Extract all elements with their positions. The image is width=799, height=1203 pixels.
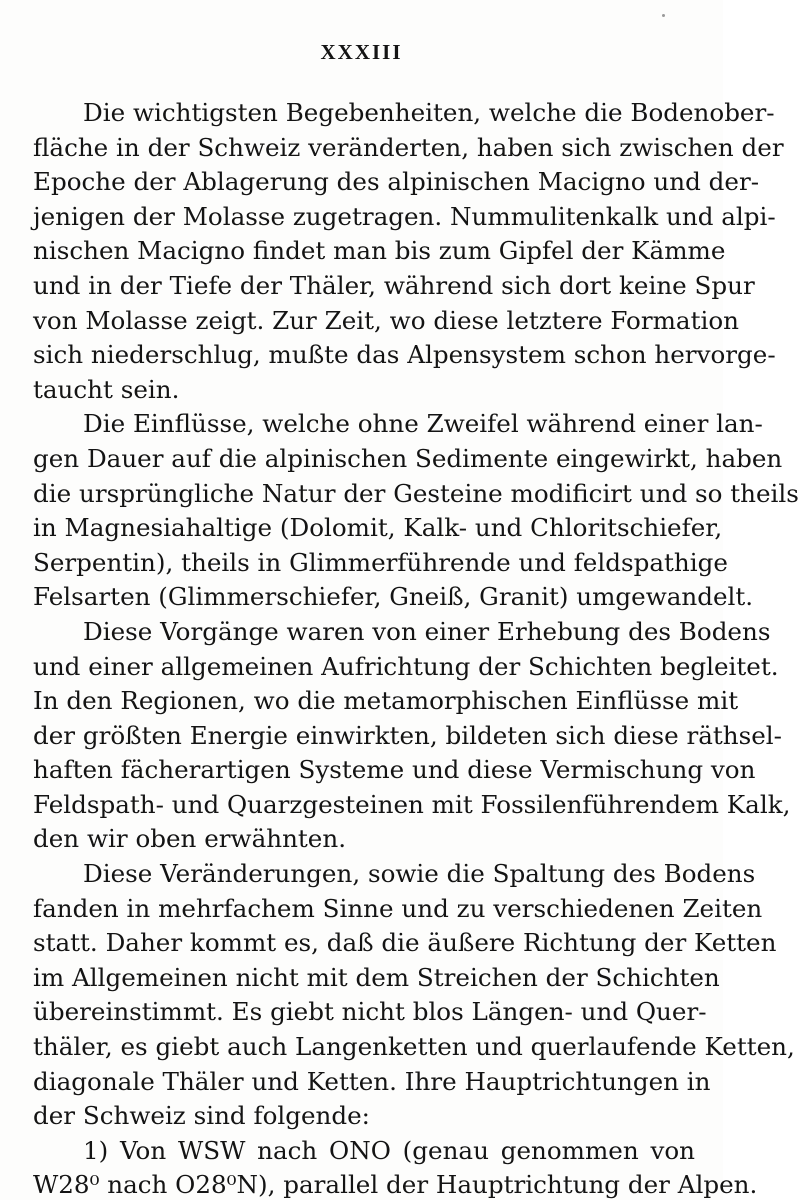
text-line: jenigen der Molasse zugetragen. Nummulitenkalk und alpi-: [33, 201, 776, 231]
text-line: übereinstimmt. Es giebt nicht blos Längen- und Quer-: [33, 997, 707, 1027]
paragraph: [33, 96, 784, 407]
text-line: und einer allgemeinen Aufrichtung der Schichten begleitet.: [33, 651, 779, 681]
text-line: den wir oben erwähnten.: [33, 824, 347, 854]
text-line: haften fächerartigen Systeme und diese Vermischung von: [33, 755, 756, 785]
text-line: Felsarten (Glimmerschiefer, Gneiß, Granit) umgewandelt.: [33, 582, 754, 612]
text-line: thäler, es giebt auch Langenketten und querlaufende Ketten,: [33, 1032, 795, 1062]
text-line: in Magnesiahaltige (Dolomit, Kalk- und Chloritschiefer,: [33, 513, 723, 543]
text-line: der Schweiz sind folgende:: [33, 1101, 370, 1131]
text-line: taucht sein.: [33, 374, 180, 404]
text-line: die ursprüngliche Natur der Gesteine modificirt und so theils: [33, 478, 799, 508]
paragraph: [33, 857, 795, 1134]
text-line: In den Regionen, wo die metamorphischen Einflüsse mit: [33, 686, 739, 716]
text-line: fläche in der Schweiz veränderten, haben sich zwischen der: [33, 132, 784, 162]
body-text: [33, 96, 799, 1203]
paragraph: [33, 615, 791, 857]
text-line: nischen Macigno findet man bis zum Gipfel der Kämme: [33, 236, 726, 266]
text-line: und in der Tiefe der Thäler, während sich dort keine Spur: [33, 270, 755, 300]
paragraph: [33, 1134, 758, 1203]
paragraph: [33, 407, 799, 615]
text-line: statt. Daher kommt es, daß die äußere Richtung der Ketten: [33, 928, 777, 958]
page-number: XXXIII: [320, 40, 403, 64]
text-line: der größten Energie einwirkten, bildeten sich diese räthsel-: [33, 720, 782, 750]
text-line: im Allgemeinen nicht mit dem Streichen der Schichten: [33, 962, 720, 992]
text-line: fanden in mehrfachem Sinne und zu verschiedenen Zeiten: [33, 893, 763, 923]
text-line: 1) Von WSW nach ONO (genau genommen von: [83, 1135, 695, 1165]
text-line: Epoche der Ablagerung des alpinischen Macigno und der-: [33, 167, 760, 197]
text-line: sich niederschlug, mußte das Alpensystem schon hervorge-: [33, 340, 776, 370]
page-speck: [662, 14, 665, 17]
text-line: Diese Veränderungen, sowie die Spaltung des Bodens: [83, 859, 756, 889]
text-line: W28⁰ nach O28⁰N), parallel der Hauptrichtung der Alpen.: [33, 1170, 758, 1200]
text-line: Die Einflüsse, welche ohne Zweifel während einer lan-: [83, 409, 763, 439]
text-line: Serpentin), theils in Glimmerführende und feldspathige: [33, 547, 728, 577]
text-line: Die wichtigsten Begebenheiten, welche die Bodenober-: [83, 98, 775, 127]
text-line: von Molasse zeigt. Zur Zeit, wo diese letztere Formation: [33, 305, 739, 335]
text-line: Feldspath- und Quarzgesteinen mit Fossilenführendem Kalk,: [33, 789, 791, 819]
text-line: gen Dauer auf die alpinischen Sedimente eingewirkt, haben: [33, 443, 783, 473]
text-line: Diese Vorgänge waren von einer Erhebung des Bodens: [83, 616, 771, 646]
text-line: diagonale Thäler und Ketten. Ihre Hauptrichtungen in: [33, 1066, 711, 1096]
